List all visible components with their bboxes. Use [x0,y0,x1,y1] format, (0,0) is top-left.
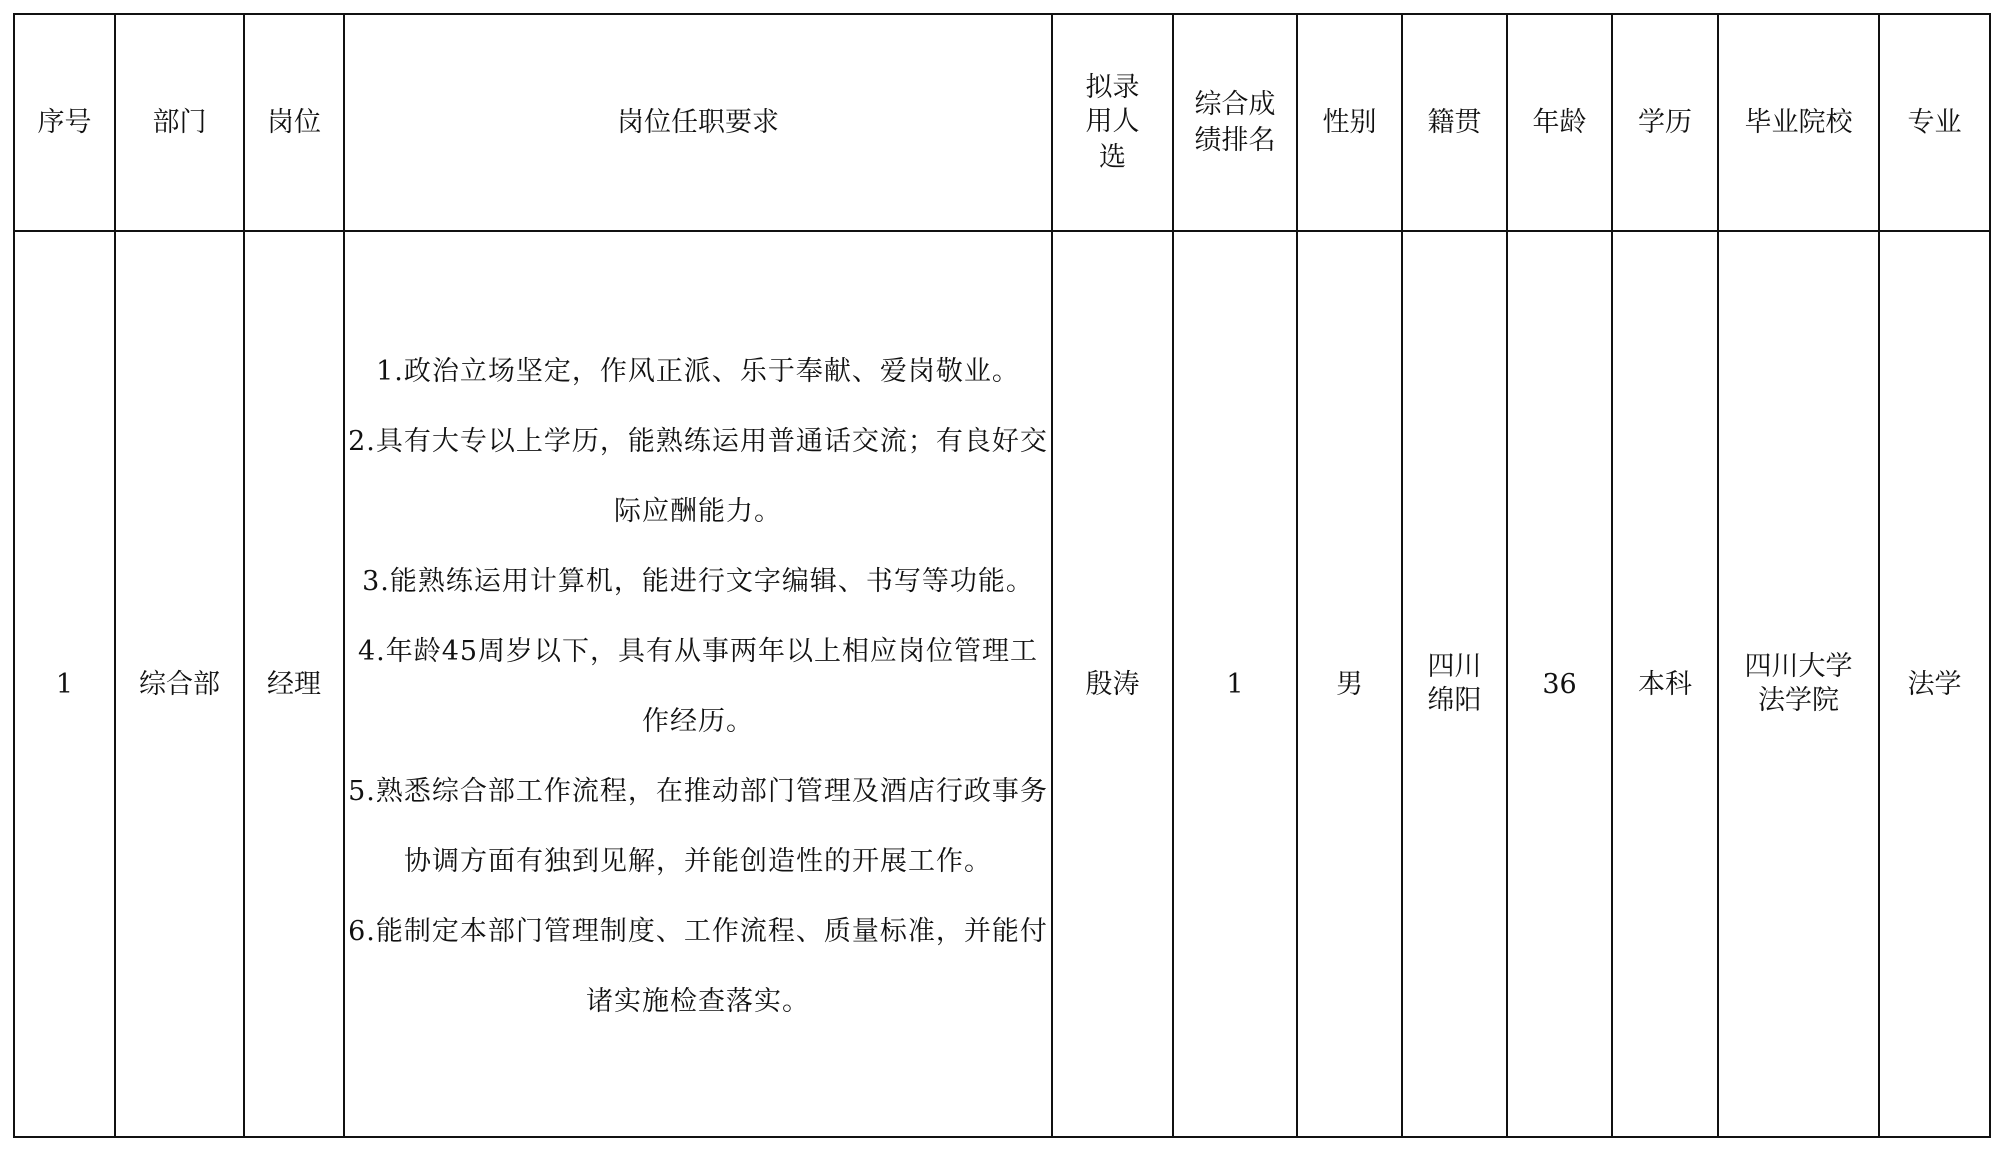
native-place-line-2: 绵阳 [1427,684,1482,716]
native-place-line-1: 四川 [1427,650,1482,682]
cell-major: 法学 [1879,231,1990,1137]
candidate-table [13,13,1991,1138]
requirements-list [345,332,1051,1037]
header-department: 部门 [115,14,244,231]
cell-native-place [1402,231,1507,1137]
requirement-item: 2.具有大专以上学历，能熟练运用普通话交流；有良好交际应酬能力。 [348,425,1048,527]
header-ranking-line-2: 绩排名 [1194,125,1276,156]
header-row [14,14,1990,231]
header-candidate-line-1: 拟录 [1085,71,1140,103]
header-index: 序号 [14,14,115,231]
cell-gender: 男 [1297,231,1402,1137]
requirement-item: 1.政治立场坚定，作风正派、乐于奉献、爱岗敬业。 [376,355,1020,387]
header-school: 毕业院校 [1718,14,1879,231]
requirement-item: 6.能制定本部门管理制度、工作流程、质量标准，并能付诸实施检查落实。 [348,915,1048,1017]
header-requirements: 岗位任职要求 [344,14,1052,231]
table-row [14,231,1990,1137]
cell-position: 经理 [244,231,344,1137]
header-candidate-line-3: 选 [1099,141,1126,173]
header-major: 专业 [1879,14,1990,231]
header-native-place: 籍贯 [1402,14,1507,231]
requirement-item: 5.熟悉综合部工作流程，在推动部门管理及酒店行政事务协调方面有独到见解，并能创造性的开展工作。 [348,775,1048,877]
cell-index: 1 [14,231,115,1137]
cell-candidate: 殷涛 [1052,231,1173,1137]
cell-ranking: 1 [1173,231,1297,1137]
header-age: 年龄 [1507,14,1612,231]
requirement-item: 4.年龄45周岁以下，具有从事两年以上相应岗位管理工作经历。 [357,635,1039,737]
requirement-item: 3.能熟练运用计算机，能进行文字编辑、书写等功能。 [362,565,1034,597]
cell-education: 本科 [1612,231,1718,1137]
cell-age: 36 [1507,231,1612,1137]
header-ranking-line-1: 综合成 [1194,89,1276,120]
cell-school [1718,231,1879,1137]
school-line-1: 四川大学 [1744,650,1853,682]
header-position: 岗位 [244,14,344,231]
header-ranking [1173,14,1297,231]
header-gender: 性别 [1297,14,1402,231]
header-candidate: 拟录 用人 选 [1052,14,1173,231]
cell-department: 综合部 [115,231,244,1137]
header-education: 学历 [1612,14,1718,231]
cell-requirements [344,231,1052,1137]
school-line-2: 法学院 [1758,684,1839,716]
